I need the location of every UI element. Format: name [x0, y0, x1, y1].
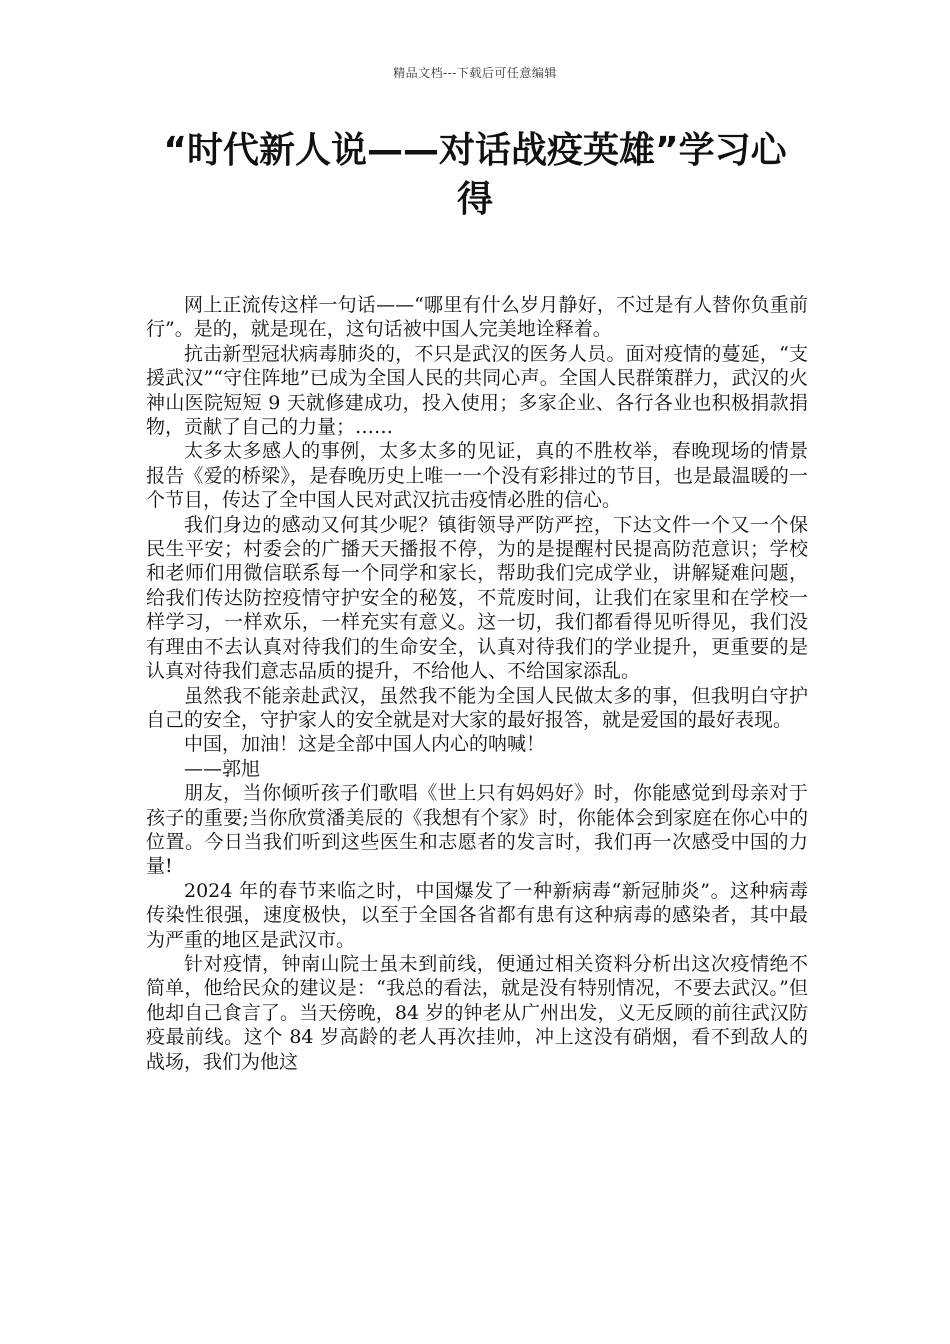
paragraph: 针对疫情，钟南山院士虽未到前线，便通过相关资料分析出这次疫情绝不简单，他给民众的建议是：“我总的看法，就是没有特别情况，不要去武汉。”但他却自己食言了。当天傍晚，84 岁的钟老从广州出发，义无反顾的前往武汉防疫最前线。这个 84 岁高龄的老人再次挂帅，冲上这没有硝烟，看不到敌人的战场，我们为他这	[146, 952, 808, 1073]
paragraph: 2024 年的春节来临之时，中国爆发了一种新病毒“新冠肺炎”。这种病毒传染性很强，速度极快，以至于全国各省都有患有这种病毒的感染者，其中最为严重的地区是武汉市。	[146, 879, 808, 951]
paragraph: 中国，加油！这是全部中国人内心的呐喊！	[184, 733, 546, 756]
paragraph: 太多太多感人的事例，太多太多的见证，真的不胜枚举，春晚现场的情景报告《爱的桥梁》，是春晚历史上唯一一个没有彩排过的节目，也是最温暖的一个节目，传达了全中国人民对武汉抗击疫情必胜的信心。	[146, 440, 808, 512]
paragraph: 抗击新型冠状病毒肺炎的，不只是武汉的医务人员。面对疫情的蔓延，“支援武汉”“守住阵地”已成为全国人民的共同心声。全国人民群策群力，武汉的火神山医院短短 9 天就修建成功，投入使用；多家企业、各行各业也积极捐款捐物，贡献了自己的力量；……	[146, 342, 808, 439]
paragraph: 虽然我不能亲赴武汉，虽然我不能为全国人民做太多的事，但我明白守护自己的安全，守护家人的安全就是对大家的最好报答，就是爱国的最好表现。	[146, 684, 808, 731]
author-signature: ——郭旭	[184, 757, 261, 780]
page-header: 精品文档---下载后可任意编辑	[393, 66, 557, 80]
document-title: “时代新人说——对话战疫英雄”学习心得	[163, 130, 787, 220]
paragraph: 朋友，当你倾听孩子们歌唱《世上只有妈妈好》时，你能感觉到母亲对于孩子的重要;当你欣赏潘美辰的《我想有个家》时，你能体会到家庭在你心中的位置。今日当我们听到这些医生和志愿者的发言时，我们再一次感受中国的力量!	[146, 782, 808, 878]
document-body	[146, 293, 808, 1074]
paragraph: 网上正流传这样一句话——“哪里有什么岁月静好，不过是有人替你负重前行”。是的，就是现在，这句话被中国人完美地诠释着。	[146, 294, 808, 341]
paragraph: 我们身边的感动又何其少呢？镇街领导严防严控，下达文件一个又一个保民生平安；村委会的广播天天播报不停，为的是提醒村民提高防范意识；学校和老师们用微信联系每一个同学和家长，帮助我们完成学业，讲解疑难问题，给我们传达防控疫情守护安全的秘笈，不荒废时间，让我们在家里和在学校一样学习，一样欢乐，一样充实有意义。这一切，我们都看得见听得见，我们没有理由不去认真对待我们的生命安全，认真对待我们的学业提升，更重要的是认真对待我们意志品质的提升，不给他人、不给国家添乱。	[146, 513, 808, 683]
